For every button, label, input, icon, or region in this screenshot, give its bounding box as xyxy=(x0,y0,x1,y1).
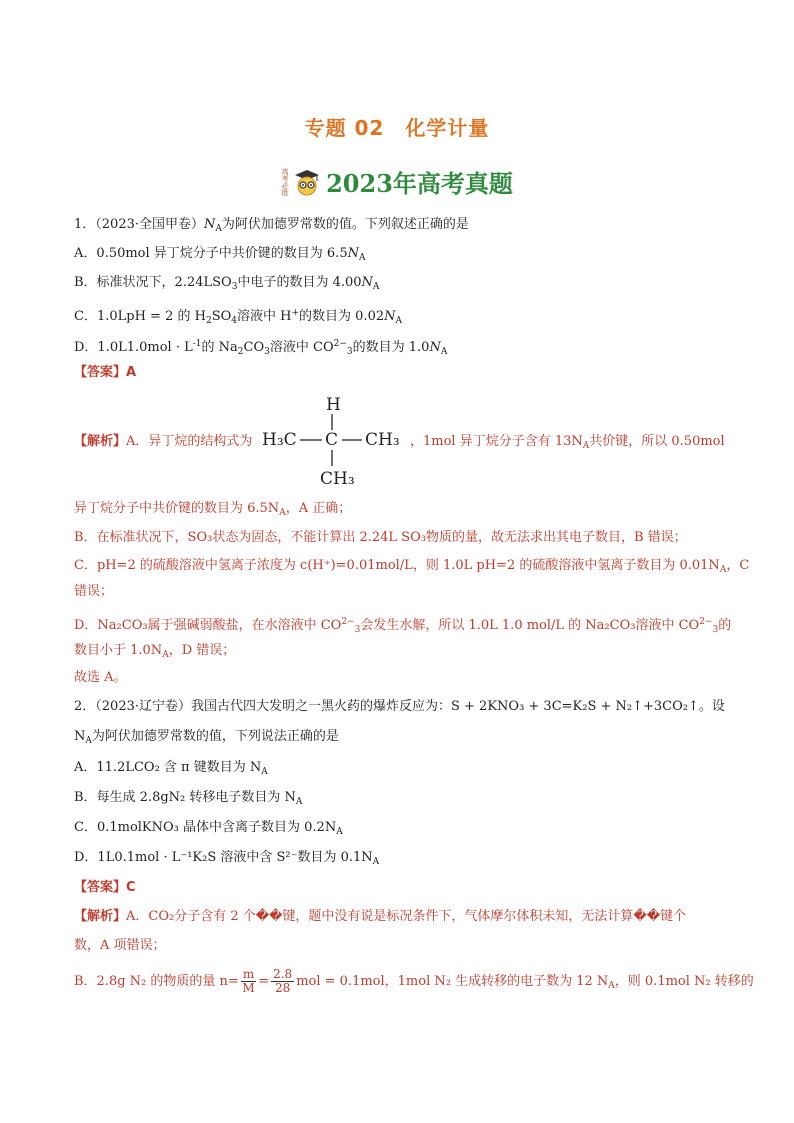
banner-title: 2023年高考真题 xyxy=(326,169,513,198)
q2-exp-b1: B．2.8g N₂ 的物质的量 n= xyxy=(74,974,239,989)
frac2-num: 2.8 xyxy=(273,967,293,981)
q1-opt-c-sub4: 4 xyxy=(231,316,237,326)
struct-right-group: CH₃ xyxy=(365,430,400,450)
q1-opt-c-d: 的数目为 0.02 xyxy=(299,309,385,324)
q1-explanation-c-cont: 错误； xyxy=(74,584,114,599)
q1-opt-d-charge: 2− xyxy=(333,339,347,349)
q2-stem: 2．（2023·辽宁卷）我国古代四大发明之一黑火药的爆炸反应为：S + 2KNO₃ + 3C=K₂S + N₂↑+3CO₂↑。设 xyxy=(74,699,725,714)
q1-opt-b-text: B．标准状况下，2.24LSO xyxy=(74,275,232,290)
q2-stem-na: N xyxy=(74,729,86,744)
q1-exp-a3: 共价键，所以 0.50mol xyxy=(589,434,725,449)
q1-stem-rest: 为阿伏加德罗常数的值。下列叙述正确的是 xyxy=(221,217,469,232)
q1-opt-c-c: 溶液中 H xyxy=(237,309,292,324)
isobutane-structure xyxy=(262,394,422,494)
fraction-2-8-over-28 xyxy=(271,968,294,995)
q2-opt-a-sub: A xyxy=(261,767,268,777)
q2-exp-label: 【解析】 xyxy=(74,909,127,924)
q1-exp-d-charge1: 2− xyxy=(341,617,355,627)
frac2-den: 28 xyxy=(275,981,291,995)
q2-explanation-a xyxy=(74,908,686,926)
q2-stem-na-sub: A xyxy=(85,736,92,746)
q1-explanation-b: B．在标准状况下，SO₃状态为固态，不能计算出 2.24L SO₃物质的量，故无法求出其电子数目，B 错误； xyxy=(74,530,687,545)
frac1-den: M xyxy=(242,981,255,995)
q1-exp-d3: 的 xyxy=(718,618,732,633)
q1-opt-d-d: 溶液中 CO xyxy=(269,340,334,355)
q1-na: N xyxy=(204,217,216,232)
q1-explanation-a-right xyxy=(410,433,725,455)
q1-opt-b-na-sub: A xyxy=(372,282,380,292)
q1-exp-d2: 会发生水解，所以 1.0L 1.0 mol/L 的 Na₂CO₃溶液中 CO xyxy=(360,618,700,633)
q1-opt-a-text: A．0.50mol 异丁烷分子中共价键的数目为 6.5 xyxy=(74,246,348,261)
struct-bottom: CH₃ xyxy=(320,469,355,489)
q1-option-a xyxy=(74,245,365,267)
isobutane-structure-diagram xyxy=(262,394,422,490)
q1-exp-a2-sub: A xyxy=(582,441,590,451)
q1-explanation-a-cont xyxy=(74,500,351,522)
q1-option-b xyxy=(74,274,379,296)
struct-center: C xyxy=(325,430,339,450)
q2-opt-c-sub: A xyxy=(336,827,343,837)
q1-stem xyxy=(74,216,469,238)
q2-stem-rest: 为阿伏加德罗常数的值，下列说法正确的是 xyxy=(91,729,339,744)
q1-explanation-d-cont xyxy=(74,642,235,664)
q1-explanation-d xyxy=(74,613,731,639)
q1-opt-c-plus: + xyxy=(291,308,300,318)
q2-opt-a-text: A．11.2LCO₂ 含 π 键数目为 N xyxy=(74,760,262,775)
q2-opt-c-text: C．0.1molKNO₃ 晶体中含离子数目为 0.2N xyxy=(74,820,337,835)
q1-exp-a5: ，A 正确； xyxy=(285,501,352,516)
badge xyxy=(281,167,322,197)
page-title: 专题 02 化学计量 xyxy=(304,116,490,140)
q1-option-c xyxy=(74,304,402,330)
q1-opt-d-c: CO xyxy=(243,340,265,355)
q1-opt-c-a: C．1.0LpH = 2 的 H xyxy=(74,309,206,324)
q2-explanation-a-cont: 数，A 项错误； xyxy=(74,938,166,953)
q1-opt-b-rest: 中电子的数目为 4.00 xyxy=(237,275,362,290)
q2-exp-a1: A．CO₂分子含有 2 个��键，题中没有说是标况条件下，气体摩尔体积未知，无法计算��键个 xyxy=(126,909,687,924)
q2-answer: 【答案】C xyxy=(74,880,136,895)
q1-answer: 【答案】A xyxy=(74,365,137,380)
q2-exp-b-sub: A xyxy=(608,981,615,991)
scholar-owl-icon xyxy=(292,167,322,197)
q1-opt-c-sub2: 2 xyxy=(205,316,212,326)
q1-opt-c-b: SO xyxy=(211,309,232,324)
q1-exp-label: 【解析】 xyxy=(74,434,127,449)
q1-exp-c1: C．pH=2 的硫酸溶液中氢离子浓度为 c(H⁺)=0.01mol/L，则 1.0L pH=2 的硫酸溶液中氢离子数目为 0.01N xyxy=(74,558,720,573)
q1-opt-d-e: 的数目为 1.0 xyxy=(352,340,430,355)
q1-opt-b-na: N xyxy=(361,275,373,290)
q1-opt-d-sup: -1 xyxy=(192,339,202,349)
q2-opt-b-text: B．每生成 2.8gN₂ 转移电子数目为 N xyxy=(74,790,296,805)
q1-option-d xyxy=(74,335,447,361)
q1-opt-d-a: D．1.0L1.0mol · L xyxy=(74,340,193,355)
q1-opt-d-na-sub: A xyxy=(440,347,448,357)
q1-exp-d-charge2: 2− xyxy=(699,617,713,627)
q1-prefix: 1．（2023·全国甲卷） xyxy=(74,217,204,232)
q2-exp-b-eq: = xyxy=(258,974,270,989)
q1-exp-a4-sub: A xyxy=(279,508,286,518)
q1-conclusion: 故选 A。 xyxy=(74,670,127,685)
q1-opt-a-na: N xyxy=(347,246,359,261)
q1-opt-b-sub: 3 xyxy=(231,282,238,292)
section-banner xyxy=(0,164,794,199)
q1-exp-a2: ，1mol 异丁烷分子含有 13N xyxy=(410,434,583,449)
q1-exp-c-sub: A xyxy=(719,565,727,575)
q1-explanation-a xyxy=(74,433,252,451)
q1-opt-a-sub: A xyxy=(358,253,366,263)
q1-opt-c-na: N xyxy=(384,309,396,324)
q2-opt-d-sub: A xyxy=(372,857,380,867)
q2-exp-b2: mol = 0.1mol，1mol N₂ 生成转移的电子数为 12 N xyxy=(296,974,609,989)
q1-exp-d5: ，D 错误； xyxy=(168,643,236,658)
q2-option-d xyxy=(74,849,379,871)
q1-opt-d-na: N xyxy=(429,340,441,355)
q2-option-c xyxy=(74,819,343,841)
q1-opt-d-b: 的 Na xyxy=(201,340,238,355)
q1-exp-d4: 数目小于 1.0N xyxy=(74,643,163,658)
q1-opt-d-sub2: 2 xyxy=(237,347,244,357)
frac1-num: m xyxy=(242,967,255,981)
q1-exp-c2: ，C xyxy=(726,558,750,573)
q2-option-a xyxy=(74,759,268,781)
q1-exp-d-sub2: 3 xyxy=(712,625,719,635)
q2-explanation-b xyxy=(74,968,754,995)
q1-opt-c-na-sub: A xyxy=(395,316,402,326)
q1-exp-d-sub1: 3 xyxy=(354,625,361,635)
q2-opt-b-sub: A xyxy=(295,797,303,807)
q1-exp-a1: A．异丁烷的结构式为 xyxy=(126,434,253,449)
q1-opt-d-sub3: 3 xyxy=(264,347,270,357)
q1-na-sub: A xyxy=(215,224,222,234)
q1-opt-d-sub3b: 3 xyxy=(346,347,353,357)
q2-stem-cont xyxy=(74,728,339,750)
q1-explanation-c xyxy=(74,557,749,579)
struct-left-group: H₃C xyxy=(262,430,297,450)
struct-h-top: H xyxy=(326,395,341,415)
q1-exp-d4-sub: A xyxy=(162,650,169,660)
q1-exp-d1: D．Na₂CO₃属于强碱弱酸盐，在水溶液中 CO xyxy=(74,618,342,633)
q2-opt-d-text: D．1L0.1mol · L⁻¹K₂S 溶液中含 S²⁻数目为 0.1N xyxy=(74,850,373,865)
q2-option-b xyxy=(74,789,302,811)
q2-exp-b3: ，则 0.1mol N₂ 转移的 xyxy=(614,974,754,989)
fraction-m-over-M xyxy=(241,968,256,995)
badge-text: 高考必胜 xyxy=(281,167,290,196)
q1-exp-a4: 异丁烷分子中共价键的数目为 6.5N xyxy=(74,501,280,516)
